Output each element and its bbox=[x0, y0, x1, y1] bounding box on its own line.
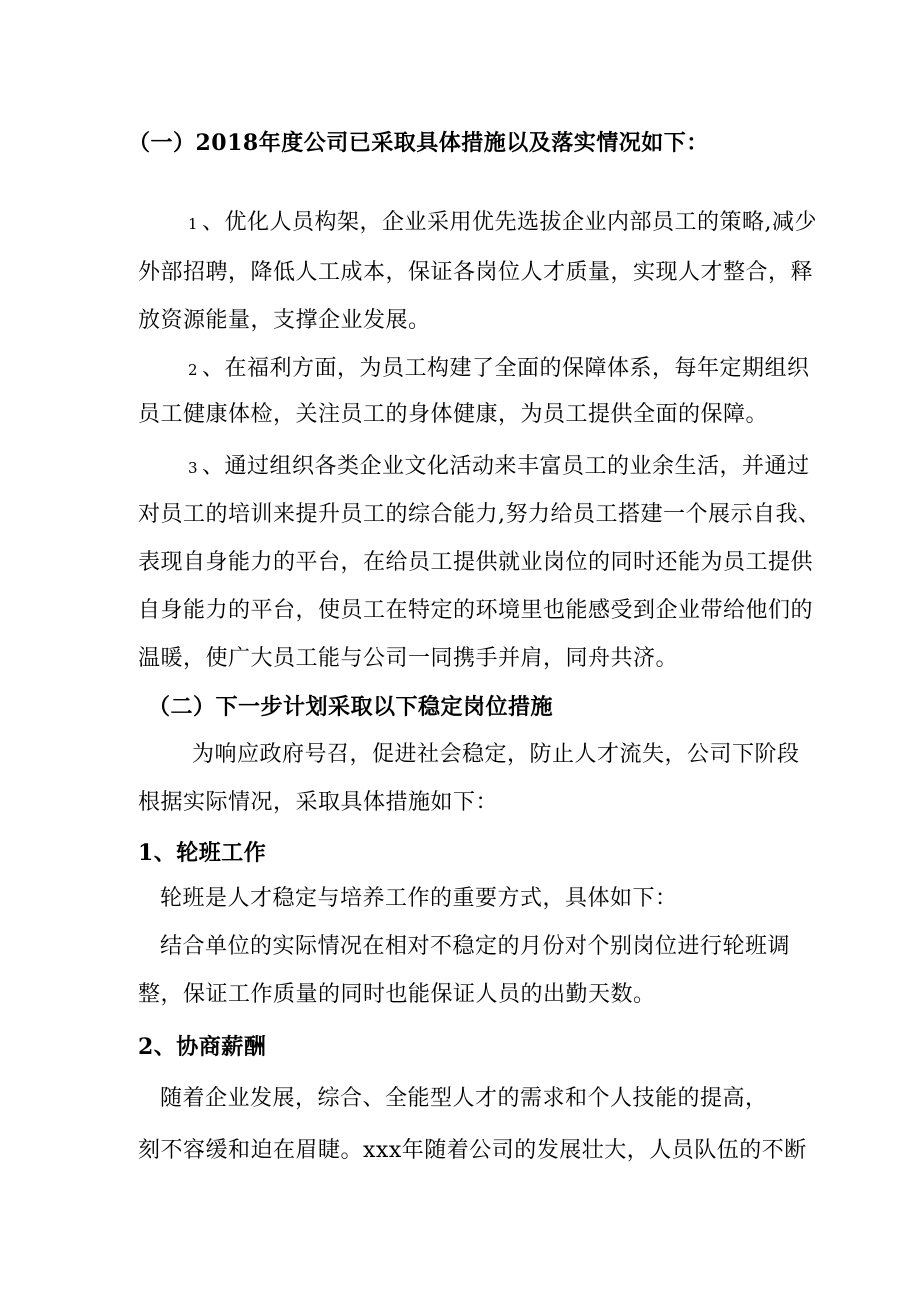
item3-line2: 对员工的培训来提升员工的综合能力,努力给员工搭建一个展示自我、 bbox=[138, 502, 821, 527]
section2-intro-line2: 根据实际情况，采取具体措施如下： bbox=[138, 790, 499, 815]
item3-text-1: 、通过组织各类企业文化活动来丰富员工的业余生活，并通过 bbox=[202, 454, 810, 479]
item2-number: 2 bbox=[188, 361, 199, 379]
item2-text-1: 、在福利方面，为员工构建了全面的保障体系，每年定期组织 bbox=[202, 356, 810, 381]
item3-line5: 温暖，使广大员工能与公司一同携手并肩，同舟共济。 bbox=[138, 646, 679, 671]
section1-heading: （一）2018年度公司已采取具体措施以及落实情况如下： bbox=[128, 130, 709, 156]
item1-text-1: 、优化人员构架，企业采用优先选拔企业内部员工的策略,减少 bbox=[202, 210, 818, 235]
item3-line4: 自身能力的平台，使员工在特定的环境里也能感受到企业带给他们的 bbox=[138, 598, 814, 623]
item1-line1 bbox=[188, 208, 817, 239]
section2-intro-line1: 为响应政府号召，促进社会稳定，防止人才流失，公司下阶段 bbox=[192, 742, 800, 767]
sub1-line1: 轮班是人才稳定与培养工作的重要方式，具体如下： bbox=[160, 886, 678, 911]
section2-heading: （二）下一步计划采取以下稳定岗位措施 bbox=[148, 694, 554, 720]
sub1-heading: 1、轮班工作 bbox=[138, 840, 267, 866]
sub2-line1: 随着企业发展，综合、全能型人才的需求和个人技能的提高， bbox=[160, 1086, 768, 1111]
item2-line1 bbox=[188, 354, 810, 385]
sub2-heading: 2、协商薪酬 bbox=[138, 1034, 267, 1060]
item1-line3: 放资源能量，支撑企业发展。 bbox=[138, 308, 431, 333]
sub1-line3: 整，保证工作质量的同时也能保证人员的出勤天数。 bbox=[138, 982, 656, 1007]
item3-line3: 表现自身能力的平台，在给员工提供就业岗位的同时还能为员工提供 bbox=[138, 550, 814, 575]
sub1-line2: 结合单位的实际情况在相对不稳定的月份对个别岗位进行轮班调 bbox=[160, 934, 791, 959]
item2-line2: 员工健康体检，关注员工的身体健康，为员工提供全面的保障。 bbox=[138, 402, 769, 427]
item1-line2: 外部招聘，降低人工成本，保证各岗位人才质量，实现人才整合，释 bbox=[138, 260, 814, 285]
item3-number: 3 bbox=[188, 459, 199, 477]
item1-number: 1 bbox=[188, 215, 199, 233]
item3-line1 bbox=[188, 452, 810, 483]
sub2-line2: 刻不容缓和迫在眉睫。xxx年随着公司的发展壮大，人员队伍的不断 bbox=[138, 1138, 807, 1163]
